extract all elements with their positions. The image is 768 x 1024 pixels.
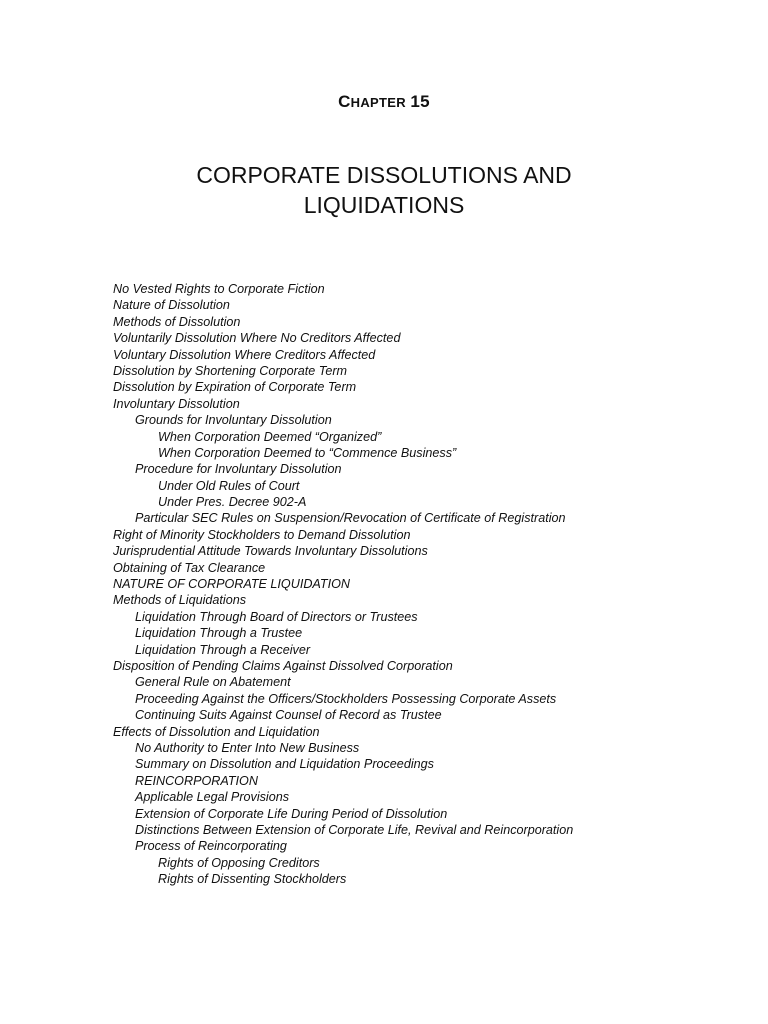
toc-entry: General Rule on Abatement xyxy=(135,675,291,690)
toc-entry: Dissolution by Shortening Corporate Term xyxy=(113,363,348,378)
toc-entry: Under Pres. Decree 902-A xyxy=(158,495,307,510)
chapter-label xyxy=(0,92,768,112)
toc-entry: NATURE OF CORPORATE LIQUIDATION xyxy=(113,577,350,592)
toc-entry: Voluntarily Dissolution Where No Creditors Affected xyxy=(113,331,401,346)
toc-entry: When Corporation Deemed to “Commence Business” xyxy=(158,445,457,460)
toc-entry: Disposition of Pending Claims Against Dissolved Corporation xyxy=(113,658,453,673)
toc-entry: Methods of Liquidations xyxy=(113,593,247,608)
toc-entry: Rights of Dissenting Stockholders xyxy=(158,872,347,887)
toc-entry: Voluntary Dissolution Where Creditors Affected xyxy=(113,347,376,362)
toc-entry: Grounds for Involuntary Dissolution xyxy=(135,413,332,428)
toc-entry: Liquidation Through Board of Directors or Trustees xyxy=(135,609,418,624)
toc-entry: Under Old Rules of Court xyxy=(158,478,300,493)
toc-entry: REINCORPORATION xyxy=(135,773,258,788)
chapter-label-word: HAPTER xyxy=(350,95,406,110)
toc-entry: Applicable Legal Provisions xyxy=(135,790,290,805)
toc-entry: Procedure for Involuntary Dissolution xyxy=(135,462,342,477)
toc-entry: Summary on Dissolution and Liquidation Proceedings xyxy=(135,757,434,772)
toc-entry: Proceeding Against the Officers/Stockholders Possessing Corporate Assets xyxy=(135,691,557,706)
chapter-title xyxy=(0,160,768,220)
toc-entry: Continuing Suits Against Counsel of Record as Trustee xyxy=(135,708,442,723)
toc-entry: Rights of Opposing Creditors xyxy=(158,855,320,870)
toc-entry: Methods of Dissolution xyxy=(113,314,241,329)
toc-entry: No Vested Rights to Corporate Fiction xyxy=(113,282,325,296)
chapter-title-line-2: LIQUIDATIONS xyxy=(303,192,465,218)
toc-entry: Involuntary Dissolution xyxy=(113,396,240,411)
toc-entry: Right of Minority Stockholders to Demand Dissolution xyxy=(113,527,411,542)
toc-entry: Liquidation Through a Trustee xyxy=(135,626,303,641)
toc-entry: Effects of Dissolution and Liquidation xyxy=(113,724,320,739)
toc-entry: Extension of Corporate Life During Period of Dissolution xyxy=(135,806,448,821)
chapter-number: 15 xyxy=(410,92,430,111)
toc-entry: Process of Reincorporating xyxy=(135,839,287,854)
toc-entry: Dissolution by Expiration of Corporate Term xyxy=(113,380,357,395)
chapter-label-initial: C xyxy=(338,92,351,111)
toc-entry: Distinctions Between Extension of Corporate Life, Revival and Reincorporation xyxy=(135,822,574,837)
table-of-contents xyxy=(113,281,733,887)
toc-entry: Particular SEC Rules on Suspension/Revocation of Certificate of Registration xyxy=(135,511,566,526)
toc-entry: When Corporation Deemed “Organized” xyxy=(158,429,382,444)
toc-entry: No Authority to Enter Into New Business xyxy=(135,740,360,755)
toc-entry: Nature of Dissolution xyxy=(113,298,230,313)
chapter-title-line-1: CORPORATE DISSOLUTIONS AND xyxy=(196,162,572,188)
toc-entry: Liquidation Through a Receiver xyxy=(135,642,311,657)
toc-entry: Obtaining of Tax Clearance xyxy=(113,560,266,575)
toc-entry: Jurisprudential Attitude Towards Involuntary Dissolutions xyxy=(113,544,428,559)
